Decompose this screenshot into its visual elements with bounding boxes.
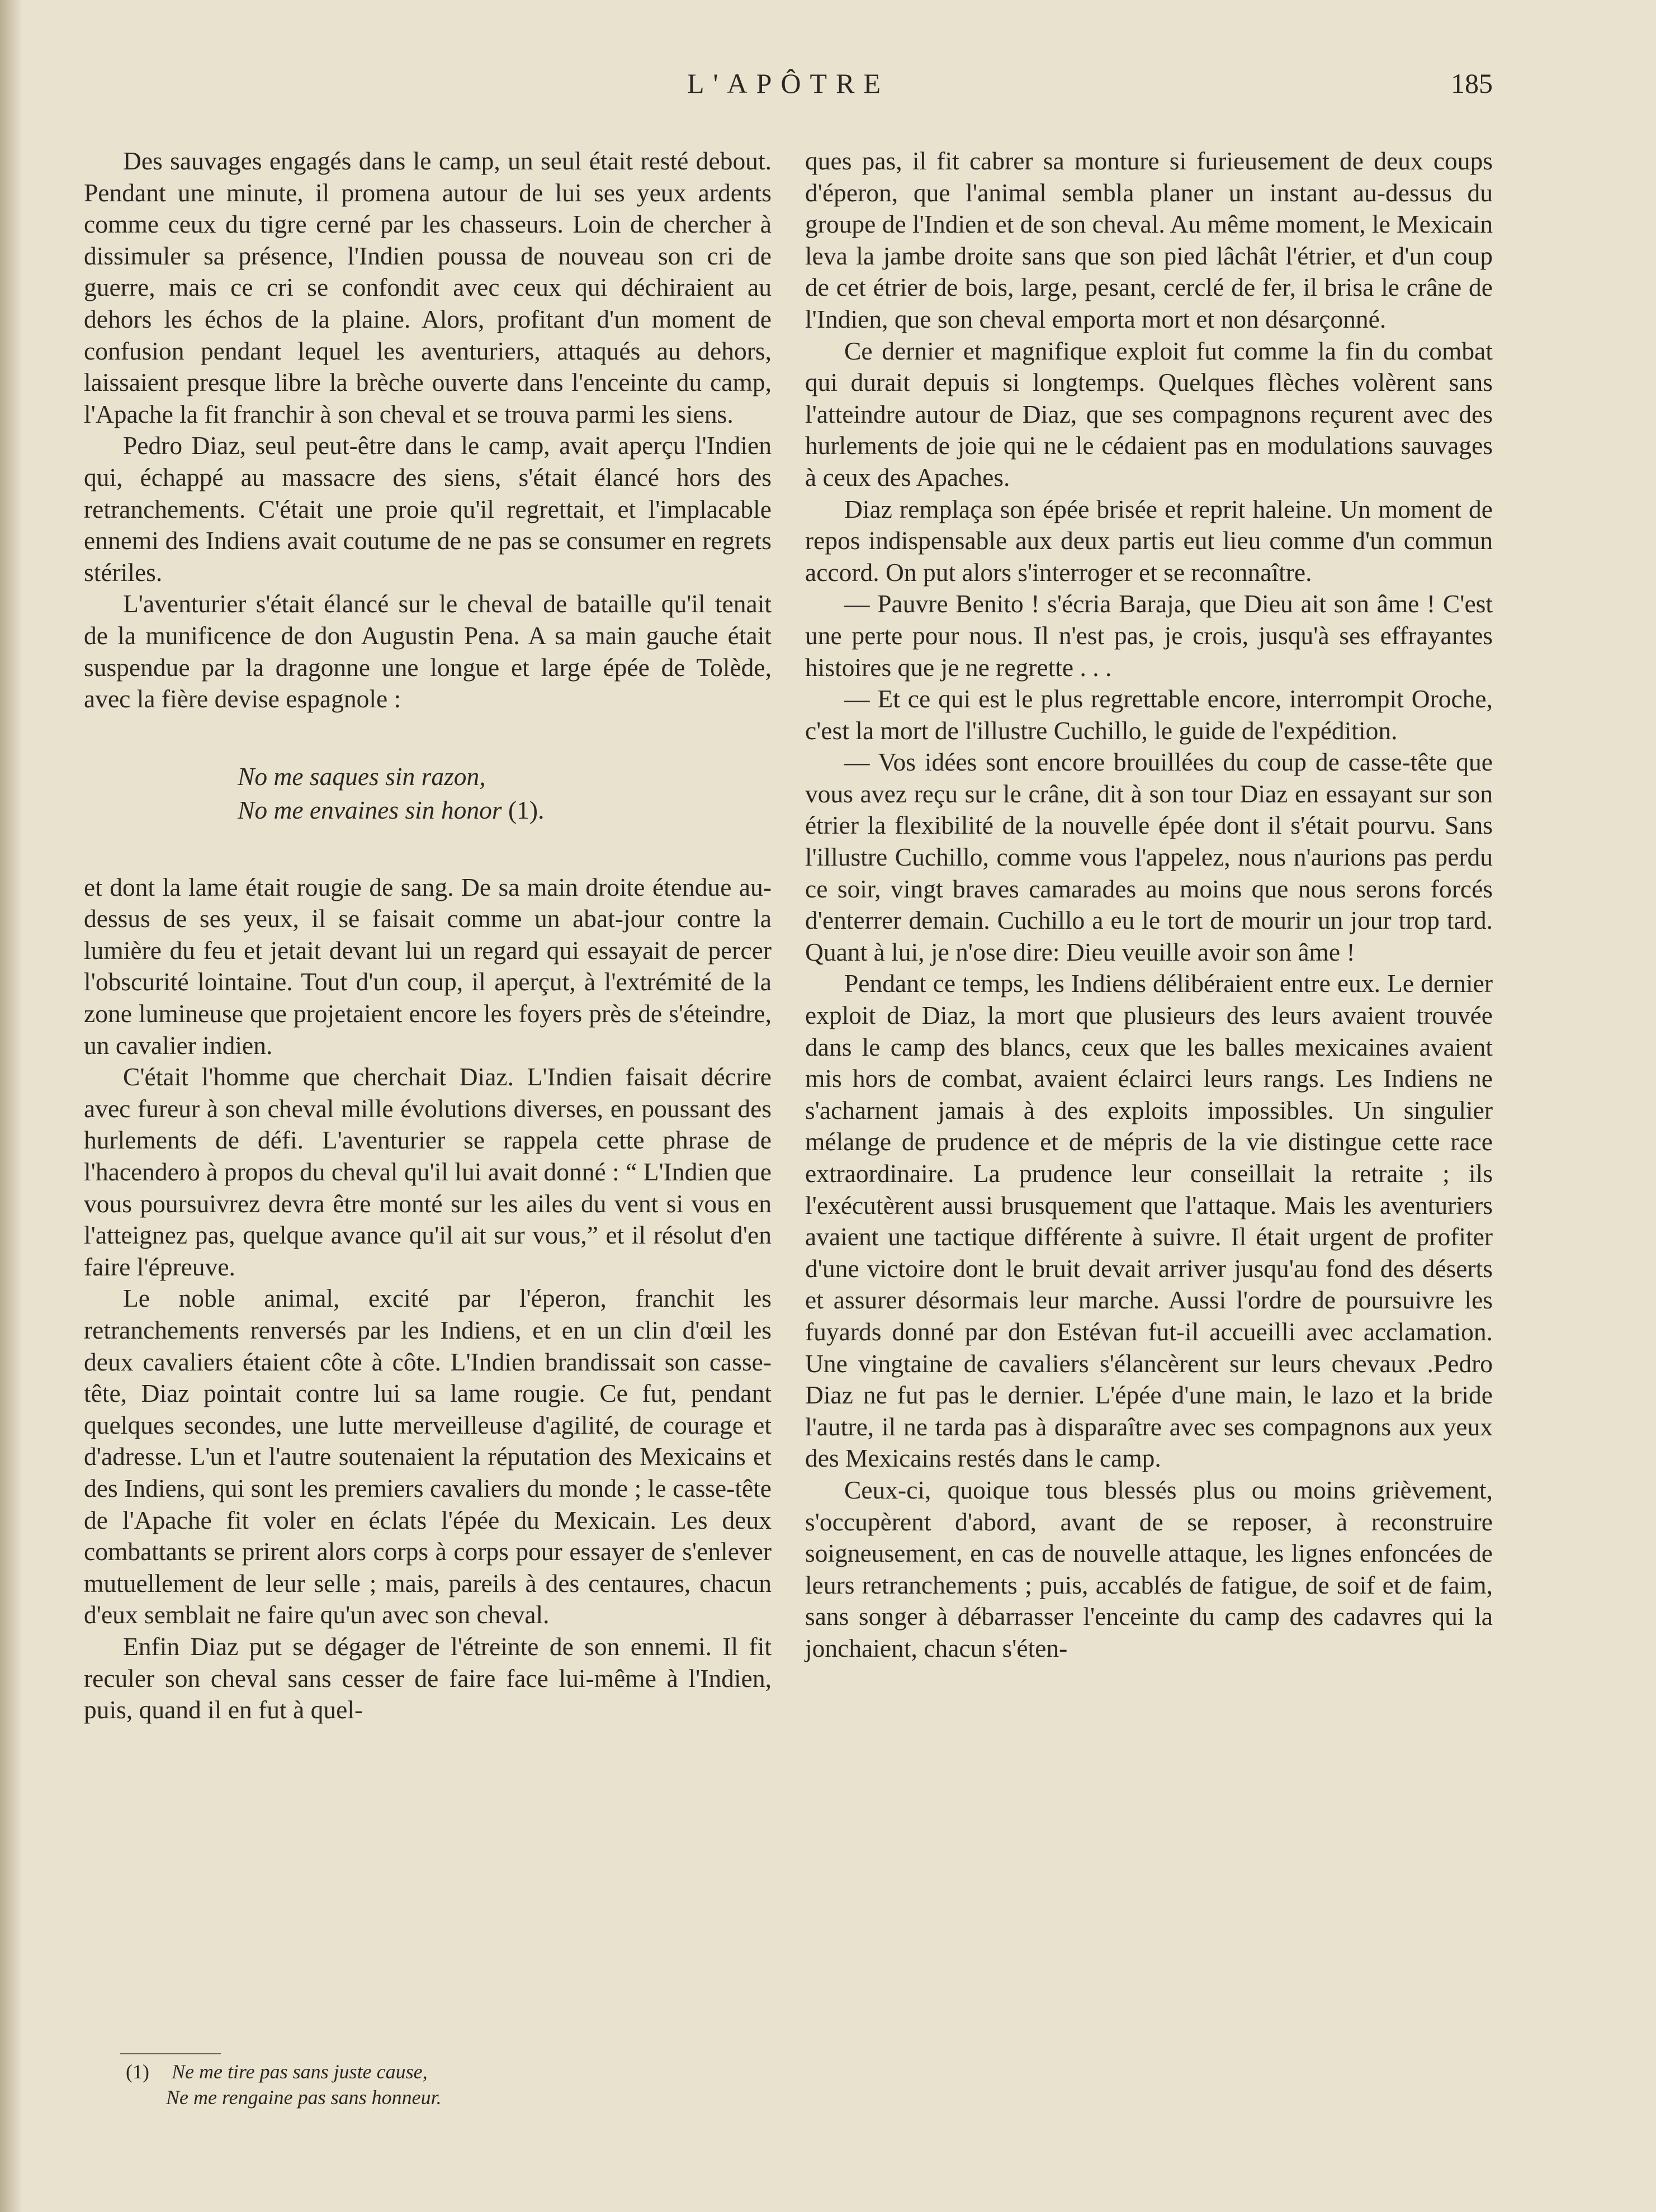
dialogue-paragraph: — Et ce qui est le plus regrettable encore, interrompit Oroche, c'est la mort de l'illustre Cuchillo, le guide de l'expédition. — [805, 684, 1493, 745]
page-edge-shadow — [0, 0, 22, 2212]
page-header — [84, 67, 1493, 112]
footnote-ref: (1). — [508, 795, 545, 824]
paragraph: Pedro Diaz, seul peut-être dans le camp, avait aperçu l'Indien qui, échappé au massacre des siens, s'était élancé hors des retranchements. C'était une proie qu'il regrettait, et l'implacable ennemi des Indiens avait coutume de ne pas se consumer en regrets stériles. — [84, 431, 772, 587]
paragraph: ques pas, il fit cabrer sa monture si furieusement de deux coups d'éperon, que l'animal sembla planer un instant au-dessus du groupe de l'Indien et de son cheval. Au même moment, le Mexicain leva la jambe droite sans que son pied lâchât l'étrier, et d'un coup de cet étrier de bois, large, pesant, cerclé de fer, il brisa le crâne de l'Indien, que son cheval emporta mort et non désarçonné. — [805, 146, 1493, 333]
verse-line: No me envaines sin honor — [238, 795, 502, 824]
footnote-divider — [120, 2053, 221, 2054]
left-column — [84, 145, 772, 1726]
footnote-number: (1) — [126, 2060, 149, 2083]
paragraph: L'aventurier s'était élancé sur le cheval de bataille qu'il tenait de la munificence de don Augustin Pena. A sa main gauche était suspendue par la dragonne une longue et large épée de Tolède, avec la fière devise espagnole : — [84, 589, 772, 713]
paragraph: Pendant ce temps, les Indiens délibéraient entre eux. Le dernier exploit de Diaz, la mort que plusieurs des leurs avaient trouvée dans le camp des blancs, ceux que les balles mexicaines avaient mis hors de combat, avaient éclairci leurs rangs. Les Indiens ne s'acharnent jamais à des exploits impossibles. Un singulier mélange de prudence et de mépris de la vie distingue cette race extraordinaire. La prudence leur conseillait la retraite ; ils l'exécutèrent aussi brusquement que l'attaque. Mais les aventuriers avaient une tactique différente à suivre. Il était urgent de profiter d'une victoire dont le bruit devait arriver jusqu'au fond des déserts et assurer désormais leur marche. Aussi l'ordre de poursuivre les fuyards donné par don Estévan fut-il accueilli avec acclamation. Une vingtaine de cavaliers s'élancèrent sur leurs chevaux .Pedro Diaz ne fut pas le dernier. L'épée d'une main, le lazo et la bride l'autre, il ne tarda pas à disparaître avec ses compagnons aux yeux des Mexicains restés dans le camp. — [805, 969, 1493, 1473]
paragraph: Enfin Diaz put se dégager de l'étreinte de son ennemi. Il fit reculer son cheval sans cesser de faire face lui-même à l'Indien, puis, quand il en fut à quel- — [84, 1632, 772, 1724]
paragraph: et dont la lame était rougie de sang. De sa main droite étendue au-dessus de ses yeux, il se faisait comme un abat-jour contre la lumière du feu et jetait devant lui un regard qui essayait de percer l'obscurité lointaine. Tout d'un coup, il aperçut, à l'extrémité de la zone lumineuse que projetaient encore les foyers près de s'éteindre, un cavalier indien. — [84, 872, 772, 1060]
paragraph: Ceux-ci, quoique tous blessés plus ou moins grièvement, s'occupèrent d'abord, avant de se reposer, à reconstruire soigneusement, en cas de nouvelle attaque, les lignes enfoncées de leurs retranchements ; puis, accablés de fatigue, de soif et de faim, sans songer à débarrasser l'enceinte du camp des cadavres qui la jonchaient, chacun s'éten- — [805, 1475, 1493, 1662]
paragraph: Des sauvages engagés dans le camp, un seul était resté debout. Pendant une minute, il promena autour de lui ses yeux ardents comme ceux du tigre cerné par les chasseurs. Loin de chercher à dissimuler sa présence, l'Indien poussa de nouveau son cri de guerre, mais ce cri se confondit avec ceux qui déchiraient au dehors les échos de la plaine. Alors, profitant d'un moment de confusion pendant lequel les aventuriers, attaqués au dehors, laissaient presque libre la brèche ouverte dans l'enceinte du camp, l'Apache la fit franchir à son cheval et se trouva parmi les siens. — [84, 146, 772, 428]
footnote — [126, 2059, 741, 2110]
verse-line: No me saques sin razon, — [238, 762, 486, 791]
footnote-line — [126, 2085, 741, 2110]
verse-quote — [238, 760, 772, 827]
page-number: 185 — [1451, 68, 1493, 99]
running-title: L'APÔTRE — [687, 68, 889, 99]
paragraph: Le noble animal, excité par l'éperon, franchit les retranchements renversés par les Indiens, et en un clin d'œil les deux cavaliers étaient côte à côte. L'Indien brandissait son casse-tête, Diaz pointait contre lui sa lame rougie. Ce fut, pendant quelques secondes, une lutte merveilleuse d'agilité, de courage et d'adresse. L'un et l'autre soutenaient la réputation des Mexicains et des Indiens, qui sont les premiers cavaliers du monde ; le casse-tête de l'Apache fit voler en éclats l'épée du Mexicain. Les deux combattants se prirent alors corps à corps pour essayer de s'enlever mutuellement de leur selle ; mais, pareils à des centaures, chacun d'eux semblait ne faire qu'un avec son cheval. — [84, 1284, 772, 1629]
footnote-text: Ne me tire pas sans juste cause, — [172, 2060, 428, 2083]
right-column — [805, 145, 1493, 1665]
dialogue-paragraph: — Pauvre Benito ! s'écria Baraja, que Dieu ait son âme ! C'est une perte pour nous. Il n'est pas, je crois, jusqu'à ses effrayantes histoires que je ne regrette . . . — [805, 589, 1493, 682]
footnote-text: Ne me rengaine pas sans honneur. — [166, 2086, 442, 2109]
paragraph: C'était l'homme que cherchait Diaz. L'Indien faisait décrire avec fureur à son cheval mille évolutions diverses, en poussant des hurlements de défi. L'aventurier se rappela cette phrase de l'hacendero à propos du cheval qu'il lui avait donné : “ L'Indien que vous poursuivrez devra être monté sur les ailes du vent si vous en l'atteignez pas, quelque avance qu'il ait sur vous,” et il résolut d'en faire l'épreuve. — [84, 1062, 772, 1281]
paragraph: Diaz remplaça son épée brisée et reprit haleine. Un moment de repos indispensable aux deux partis eut lieu comme d'un commun accord. On put alors s'interroger et se reconnaître. — [805, 494, 1493, 587]
verse-line-with-ref — [238, 793, 772, 827]
paragraph: Ce dernier et magnifique exploit fut comme la fin du combat qui durait depuis si longtemps. Quelques flèches volèrent sans l'atteindre autour de Diaz, que ses compagnons reçurent avec des hurlements de joie qui ne le cédaient pas en modulations sauvages à ceux des Apaches. — [805, 336, 1493, 491]
dialogue-paragraph: — Vos idées sont encore brouillées du coup de casse-tête que vous avez reçu sur le crâne, dit à son tour Diaz en essayant sur son étrier la flexibilité de la nouvelle épée dont il s'était pourvu. Sans l'illustre Cuchillo, comme vous l'appelez, nous n'aurions pas perdu ce soir, vingt braves camarades au moins que nous serons forcés d'enterrer demain. Cuchillo a eu le tort de mourir un jour trop tard. Quant à lui, je n'ose dire: Dieu veuille avoir son âme ! — [805, 748, 1493, 966]
footnote-line — [126, 2059, 741, 2085]
